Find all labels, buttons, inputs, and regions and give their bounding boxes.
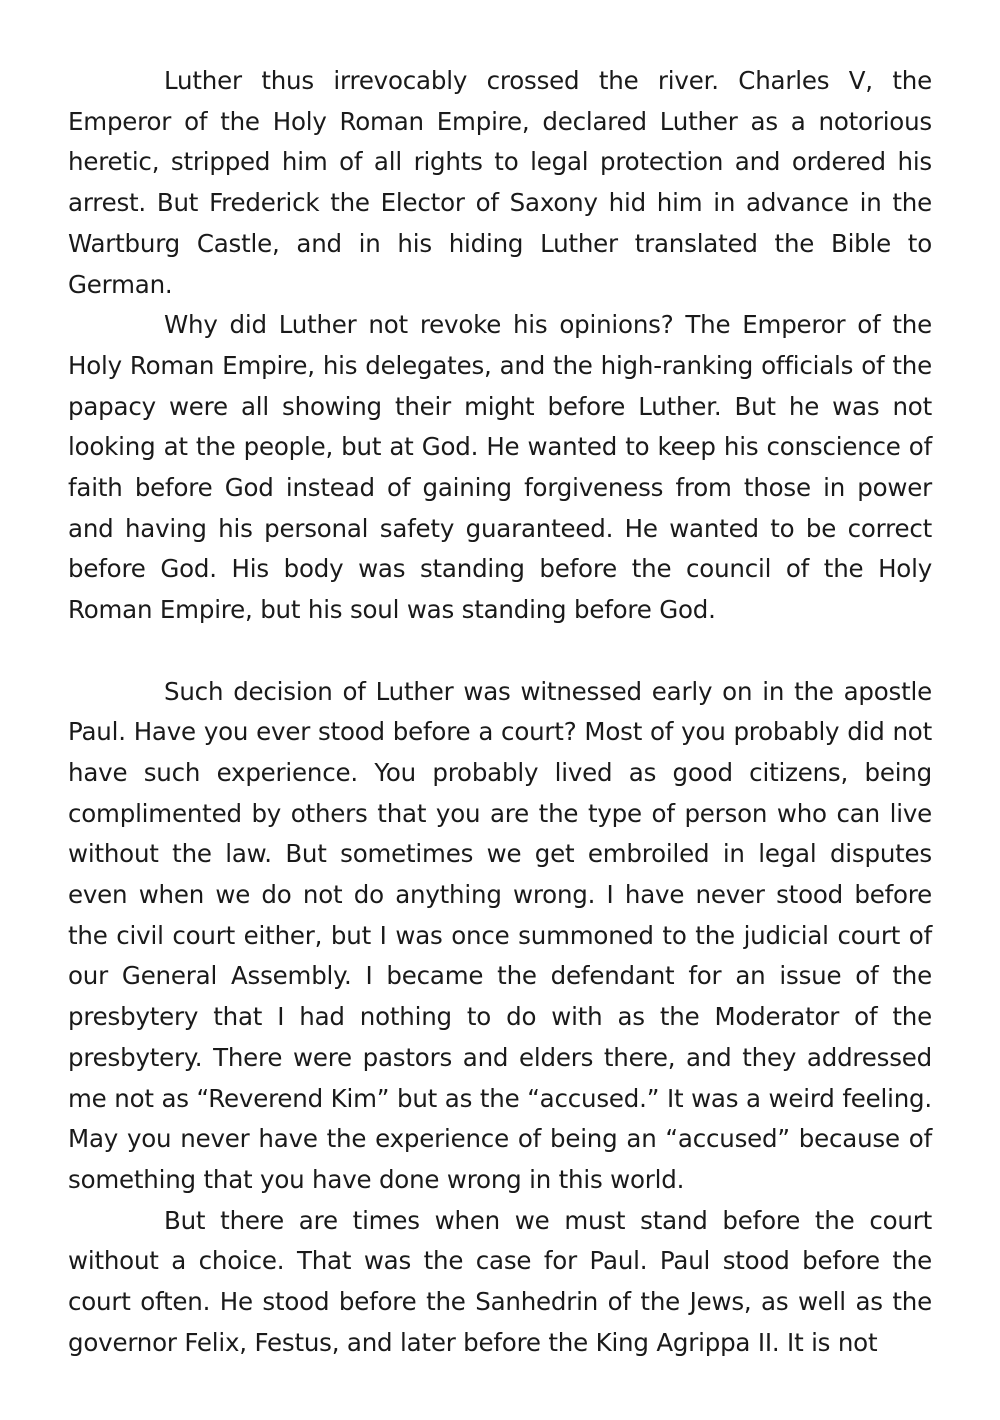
paragraph-2: Why did Luther not revoke his opinions? The Emperor of the Holy Roman Empire, his delegates, and the high-ranking officials of the papacy were all showing their might before Luther. But he was not looking at the people, but at God. He wanted to keep his conscience of faith before God instead of gaining forgiveness from those in power and having his personal safety guaranteed. He wanted to be correct before God. His body was standing before the council of the Holy Roman Empire, but his soul was standing before God.	[68, 310, 932, 625]
paragraph-3: Such decision of Luther was witnessed early on in the apostle Paul. Have you ever stood before a court? Most of you probably did not have such experience. You probably lived as good citizens, being complimented by others that you are the type of person who can live without the law. But sometimes we get embroiled in legal disputes even when we do not do anything wrong. I have never stood before the civil court either, but I was once summoned to the judicial court of our General Assembly. I became the defendant for an issue of the presbytery that I had nothing to do with as the Moderator of the presbytery. There were pastors and elders there, and they addressed me not as “Reverend Kim” but as the “accused.” It was a weird feeling. May you never have the experience of being an “accused” because of something that you have done wrong in this world.	[68, 676, 932, 1194]
paragraph-4: But there are times when we must stand before the court without a choice. That was the case for Paul. Paul stood before the court often. He stood before the Sanhedrin of the Jews, as well as the governor Felix, Festus, and later before the King Agrippa II. It is not	[68, 1205, 932, 1357]
document-page	[68, 61, 932, 1363]
paragraph-spacer	[68, 631, 932, 672]
paragraph-1: Luther thus irrevocably crossed the river. Charles V, the Emperor of the Holy Roman Empire, declared Luther as a notorious heretic, stripped him of all rights to legal protection and ordered his arrest. But Frederick the Elector of Saxony hid him in advance in the Wartburg Castle, and in his hiding Luther translated the Bible to German.	[68, 66, 932, 299]
